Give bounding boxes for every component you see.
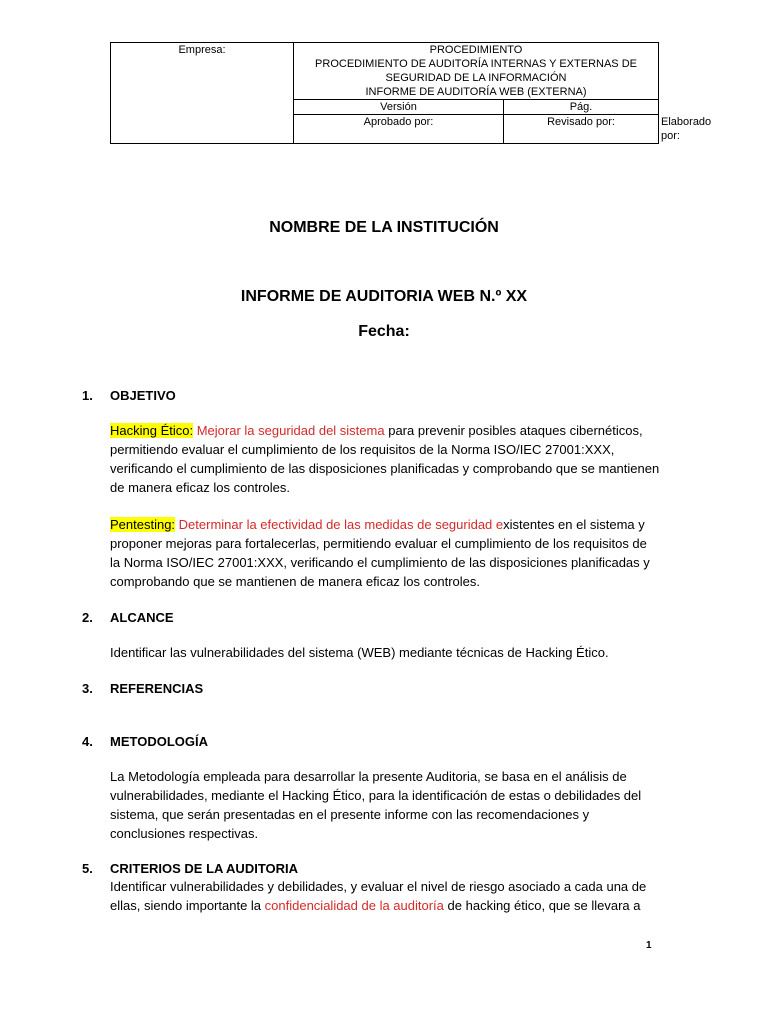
prepared-label: Elaborado por: — [661, 116, 712, 142]
procedure-line-1: PROCEDIMIENTO DE AUDITORÍA INTERNAS Y EXTERNAS DE — [315, 58, 637, 70]
reviewed-cell — [504, 115, 659, 144]
paragraph-text: Identificar vulnerabilidades y debilidades, y evaluar el nivel de riesgo asociado a cada una de ellas, siendo importante la — [110, 879, 647, 913]
section-number: 5. — [82, 861, 93, 876]
paragraph-text: xistentes en el sistema y proponer mejoras para fortalecerlas, permitiendo evaluar el cumplimiento de los requisitos de la Norma ISO/IEC 27001:XXX, verificando el cumplimiento de las disposiciones planificadas y comprobando que se mantienen de manera eficaz los controles. — [110, 517, 650, 589]
company-label: Empresa: — [178, 44, 226, 56]
red-phrase: confidencialidad de la auditoría — [264, 898, 444, 913]
paragraph-text: de hacking ético, que se llevara a — [447, 898, 641, 913]
procedure-title: PROCEDIMIENTO — [429, 44, 523, 56]
section-title: REFERENCIAS — [110, 681, 204, 696]
procedure-line-3: INFORME DE AUDITORÍA WEB (EXTERNA) — [365, 86, 587, 98]
red-phrase: Mejorar la seguridad del sistema — [196, 423, 385, 438]
section-number: 1. — [82, 388, 93, 403]
section-criteria-heading — [82, 861, 298, 876]
section-methodology-heading — [82, 734, 208, 749]
page-label: Pág. — [569, 101, 593, 113]
scope-paragraph: Identificar las vulnerabilidades del sistema (WEB) mediante técnicas de Hacking Ético. — [110, 645, 609, 660]
version-label: Versión — [380, 101, 417, 113]
page-number: 1 — [646, 940, 652, 951]
section-references-heading — [82, 681, 203, 696]
procedure-line-2: SEGURIDAD DE LA INFORMACIÓN — [385, 72, 567, 84]
section-objective-heading — [82, 388, 176, 403]
document-header-table — [110, 42, 712, 144]
section-number: 4. — [82, 734, 93, 749]
objective-paragraph-2 — [110, 515, 660, 591]
section-title: CRITERIOS DE LA AUDITORIA — [110, 861, 299, 876]
section-title: ALCANCE — [110, 610, 174, 625]
red-phrase: Determinar la efectividad de las medidas de seguridad e — [178, 517, 504, 532]
procedure-cell — [294, 43, 659, 100]
methodology-paragraph: La Metodología empleada para desarrollar la presente Auditoria, se basa en el análisis de vulnerabilidades, mediante el Hacking Ético, para la identificación de estas o debilidades del sistema, que serán presentadas en el presente informe con las recomendaciones y conclusiones respectivas. — [110, 769, 642, 841]
report-title: INFORME DE AUDITORIA WEB N.º XX — [240, 288, 528, 305]
highlight-pentesting: Pentesting: — [110, 517, 176, 532]
date-label: Fecha: — [358, 323, 410, 340]
objective-paragraph-1 — [110, 421, 660, 497]
version-cell — [294, 100, 504, 115]
approved-label: Aprobado por: — [363, 116, 434, 128]
company-cell — [111, 43, 294, 144]
highlight-hacking-etico: Hacking Ético: — [110, 423, 194, 438]
section-title: OBJETIVO — [110, 388, 176, 403]
section-number: 2. — [82, 610, 93, 625]
section-scope-heading — [82, 610, 174, 625]
section-title: METODOLOGÍA — [110, 734, 208, 749]
approved-cell — [294, 115, 504, 144]
reviewed-label: Revisado por: — [547, 116, 615, 128]
page-cell — [504, 100, 659, 115]
criteria-paragraph — [110, 877, 660, 915]
section-number: 3. — [82, 681, 93, 696]
institution-title: NOMBRE DE LA INSTITUCIÓN — [269, 219, 499, 236]
paragraph-text: para prevenir posibles ataques cibernéticos, permitiendo evaluar el cumplimiento de los requisitos de la Norma ISO/IEC 27001:XXX, verificando el cumplimiento de las disposiciones planificadas y comprobando que se mantienen de manera eficaz los controles. — [110, 423, 660, 495]
